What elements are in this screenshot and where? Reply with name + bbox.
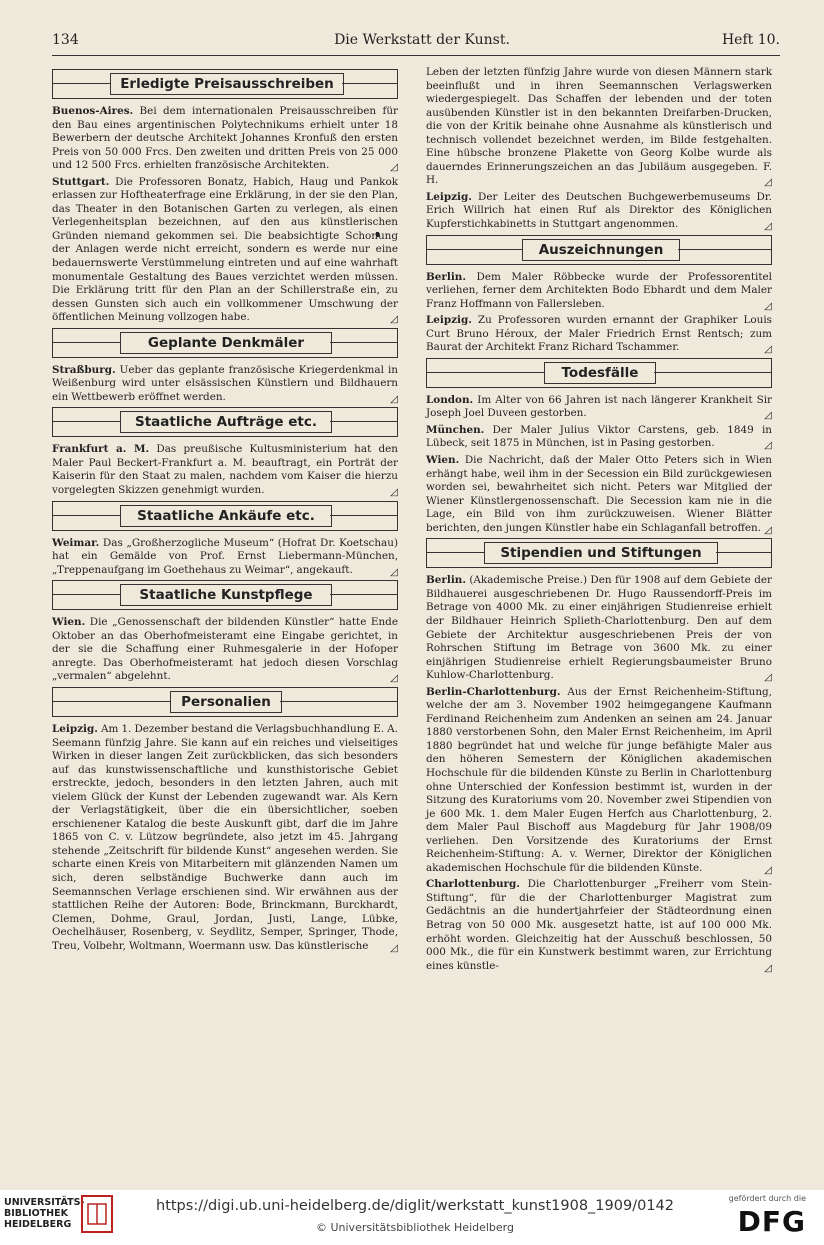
section-heading: [426, 358, 772, 388]
end-mark-icon: ◿: [764, 221, 772, 233]
heading-rule: [280, 701, 398, 702]
page-number: 134: [52, 32, 79, 48]
item-text: Die Nachricht, daß der Maler Otto Peters sich in Wien erhängt habe, weil ihm in der Secession ein Bild zurückgewiesen worden sei, bewahrheitet sich nicht. Peters war Mitglied der Wiener Künstlergenossenschaft. Die Secession kam nie in die Lage, ein Bild von ihm zurückzuweisen. Wiener Blätter berichten, den jungen Künstler habe ein Schlaganfall betroffen.: [426, 454, 773, 534]
place-name: München.: [426, 423, 485, 436]
news-item: [52, 443, 398, 497]
place-name: Leipzig.: [426, 190, 472, 203]
library-line: BIBLIOTHEK: [4, 1208, 68, 1219]
heading-rule: [52, 83, 110, 84]
running-header: [52, 30, 780, 52]
end-mark-icon: ◿: [764, 440, 772, 452]
section-heading: [52, 501, 398, 531]
section-heading: [426, 235, 772, 265]
item-text: Im Alter von 66 Jahren ist nach längerer Krankheit Sir Joseph Joel Duveen gestorben.: [426, 393, 772, 420]
heading-rule: [330, 515, 398, 516]
news-item: [426, 271, 772, 312]
end-mark-icon: ◿: [764, 344, 772, 356]
news-item: [426, 878, 772, 973]
section-heading: [426, 538, 772, 568]
news-item: [52, 176, 398, 325]
end-mark-icon: ◿: [390, 314, 398, 326]
footer-bar: [0, 1190, 824, 1245]
heading-rule: [678, 249, 772, 250]
place-name: Frankfurt a. M.: [52, 443, 150, 456]
library-line: HEIDELBERG: [4, 1219, 72, 1230]
section-heading: [52, 69, 398, 99]
section-title: Staatliche Ankäufe etc.: [120, 505, 332, 527]
news-item: [426, 314, 772, 355]
right-column: [426, 66, 772, 976]
section-title: Todesfälle: [544, 362, 656, 384]
heading-rule: [52, 594, 120, 595]
end-mark-icon: ◿: [764, 962, 772, 974]
item-text: Das „Großherzogliche Museum“ (Hofrat Dr. Koetschau) hat ein Gemälde von Prof. Ernst Liebermann-München, „Treppenaufgang im Goethehaus zu Weimar“, angekauft.: [52, 536, 398, 576]
end-mark-icon: ◿: [390, 393, 398, 405]
copyright-text: © Universitätsbibliothek Heidelberg: [315, 1221, 514, 1234]
section-title: Stipendien und Stiftungen: [484, 542, 718, 564]
news-item: [52, 364, 398, 405]
news-item: [426, 686, 772, 876]
item-text: Die „Genossenschaft der bildenden Künstler“ hatte Ende Oktober an das Oberhofmeisteramt eine Eingabe gerichtet, in der sie die Schaffung einer Ruhmesgalerie in der Hofoper anregte. Das Oberhofmeisteramt hat jedoch diesen Vorschlag „vermalen“ abgelehnt.: [52, 616, 398, 683]
item-text: Aus der Ernst Reichenheim-Stiftung, welche der am 3. November 1902 heimgegangene Kaufmann Ferdinand Reichenheim zum Andenken an seinen am 24. Januar 1880 verstorbenen Sohn, den Maler Ernst Reichenheim, im April 1880 begründet hat und welche für junge befähigte Maler aus den höheren Semestern der Königlichen akademischen Hochschule für die bildenden Künste zu Berlin in Charlottenburg ohne Unterschied der Konfession bestimmt ist, wurden in der Sitzung des Kuratoriums vom 20. November zwei Stipendien von je 600 Mk. 1. dem Maler Eugen Herfch aus Charlottenburg, 2. dem Maler Paul Bischoff aus Magdeburg für Jahr 1908/09 verliehen. Den Vorsitzende des Kuratoriums der Ernst Reichenheim-Stiftung: A. v. Werner, Direktor der Königlichen akademischen Hochschule für die bildenden Künste.: [426, 685, 772, 874]
place-name: Berlin.: [426, 270, 466, 283]
end-mark-icon: ◿: [764, 410, 772, 422]
heading-rule: [426, 249, 522, 250]
dfg-caption: gefördert durch die: [728, 1194, 806, 1203]
item-text: Dem Maler Röbbecke wurde der Professorentitel verliehen, ferner dem Architekten Bodo Ebhardt und dem Maler Franz Hoffmann von Fallersleben.: [426, 270, 772, 310]
item-text: Die Charlottenburger „Freiherr vom Stein-Stiftung“, für die der Charlottenburger Magistrat zum Gedächtnis an die hundertjahrfeier der Städteordnung einen Betrag von 50 000 Mk. ausgesetzt hatte, ist auf 100 000 Mk. erhöht worden. Gleichzeitig hat der Ausschuß beschlossen, 50 000 Mk., die für ein Kunstwerk bestimmt waren, zur Errichtung eines künstle-: [426, 878, 773, 972]
heading-rule: [330, 421, 398, 422]
item-text: Ueber das geplante französische Kriegerdenkmal in Weißenburg wird unter elsässischen Künstlern und Bildhauern ein Wettbewerb eröffnet werden.: [52, 363, 398, 403]
place-name: Wien.: [426, 454, 460, 467]
library-seal-icon: [80, 1194, 114, 1234]
place-name: Leipzig.: [426, 314, 472, 327]
heading-rule: [52, 515, 120, 516]
heading-rule: [426, 552, 484, 553]
place-name: Berlin.: [426, 574, 466, 587]
heading-rule: [52, 342, 120, 343]
section-title: Staatliche Kunstpflege: [120, 584, 332, 606]
end-mark-icon: ◿: [764, 524, 772, 536]
end-mark-icon: ◿: [390, 942, 398, 954]
news-item: [426, 394, 772, 421]
library-line: UNIVERSITÄTS-: [4, 1197, 85, 1208]
news-item: [52, 616, 398, 684]
section-title: Auszeichnungen: [522, 239, 680, 261]
section-title: Erledigte Preisausschreiben: [110, 73, 344, 95]
news-item: [426, 454, 772, 535]
end-mark-icon: ◿: [390, 487, 398, 499]
end-mark-icon: ◿: [764, 672, 772, 684]
place-name: Berlin-Charlottenburg.: [426, 685, 561, 698]
item-text: Das preußische Kultusministerium hat den Maler Paul Beckert-Frankfurt a. M. beauftragt, ein Porträt der Kaiserin für den Staat zu malen, nachdem vom Kaiser die hierzu vorgelegten Skizzen genehmigt wurden.: [52, 443, 398, 497]
section-heading: [52, 328, 398, 358]
heading-rule: [52, 421, 120, 422]
end-mark-icon: ◿: [764, 300, 772, 312]
news-item: [426, 191, 772, 232]
news-item: [52, 537, 398, 578]
place-name: Weimar.: [52, 536, 100, 549]
heading-rule: [52, 701, 170, 702]
place-name: Charlottenburg.: [426, 878, 520, 891]
place-name: Straßburg.: [52, 363, 116, 376]
section-heading: [52, 580, 398, 610]
place-name: Stuttgart.: [52, 175, 110, 188]
heading-rule: [716, 552, 772, 553]
heading-rule: [654, 372, 772, 373]
header-rule: [52, 55, 780, 56]
item-text: Bei dem internationalen Preisausschreiben für den Bau eines argentinischen Polytechnikums erhielt unter 18 Bewerbern der deutsche Architekt Johannes Kronfuß den ersten Preis von 50 000 Frcs. Den zweiten und dritten Preis von 25 000 und 12 500 Frcs. erhielten französische Architekten.: [52, 105, 398, 172]
news-item: [52, 723, 398, 953]
item-text: Am 1. Dezember bestand die Verlagsbuchhandlung E. A. Seemann fünfzig Jahre. Sie kann auf ein reiches und vielseitiges Wirken in dieser langen Zeit zurückblicken, das sich besonders auf das kunstwissenschaftliche und kunsthistorische Gebiet erstreckte, jedoch, besonders in den letzten Jahren, auch mit vielem Glück der Kunst der Lebenden zugewandt war. Als Kern der Verlagstätigkeit, über die ein übersichtlicher, soeben erschienener Katalog die beste Auskunft gibt, darf die im Jahre 1865 von C. v. Lützow begründete, also jetzt im 45. Jahrgang stehende „Zeitschrift für bildende Kunst“ angesehen werden. Sie scharte einen Kreis von Mitarbeitern mit glänzenden Namen um sich, deren selbständige Buchwerke dann auch im Seemannschen Verlage erschienen sind. Wir erwähnen aus der stattlichen Reihe der Autoren: Bode, Brinckmann, Burckhardt, Clemen, Dohme, Graul, Jordan, Justi, Lange, Lübke, Oechelhäuser, Rosenberg, v. Seydlitz, Semper, Springer, Thode, Treu, Volbehr, Woltmann, Woermann usw. Das künstlerische: [52, 722, 398, 952]
end-mark-icon: ◿: [764, 177, 772, 189]
running-title: Die Werkstatt der Kunst.: [334, 32, 510, 48]
section-title: Geplante Denkmäler: [120, 332, 332, 354]
item-text: Zu Professoren wurden ernannt der Graphiker Louis Curt Bruno Héroux, der Maler Friedrich Ernst Rentsch; zum Baurat der Architekt Franz Richard Tschammer.: [426, 314, 772, 354]
end-mark-icon: ◿: [764, 864, 772, 876]
news-item: [426, 574, 772, 682]
section-title: Personalien: [170, 691, 282, 713]
place-name: Wien.: [52, 616, 86, 629]
end-mark-icon: ◿: [390, 673, 398, 685]
heading-rule: [426, 372, 544, 373]
end-mark-icon: ◿: [390, 162, 398, 174]
left-column: [52, 66, 398, 956]
place-name: London.: [426, 393, 474, 406]
news-item: [426, 424, 772, 451]
news-item: [52, 105, 398, 173]
item-text: Die Professoren Bonatz, Habich, Haug und Pankok erlassen zur Hoftheaterfrage eine Erklärung, in der sie den Plan, das Theater in den Botanischen Garten zu verlegen, als einen Verlegenheitsplan bezeichnen, auf den aus künstlerischen Gründen niemand gekommen sei. Die beabsichtigte Schonung der Anlagen werde nicht erreicht, sondern es werde nur eine bedauernswerte Verstümmelung eintreten und auf eine wahrhaft monumentale Gestaltung des Baues verzichtet werden müssen. Die Erklärung tritt für den Plan an der Schillerstraße ein, zu dessen Gunsten sich auch ein vollkommener Umschwung der öffentlichen Meinung vollzogen habe.: [52, 175, 398, 324]
item-text: Der Leiter des Deutschen Buchgewerbemuseums Dr. Erich Willrich hat einen Ruf als Direktor des Königlichen Kupferstichkabinetts in Stuttgart angenommen.: [426, 190, 772, 231]
item-text: (Akademische Preise.) Den für 1908 auf dem Gebiete der Bildhauerei ausgeschriebenen Dr. Hugo Raussendorff-Preis im Betrage von 4000 Mk. zu einer einjährigen Studienreise erhielt der Bildhauer Heinrich Splieth-Charlottenburg. Den auf dem Gebiete der Architektur ausgeschriebenen Preis der von Rohrschen Stiftung im Betrage von 3600 Mk. zu einer einjährigen Studienreise erhielt Regierungsbaumeister Bruno Kuhlow-Charlottenburg.: [426, 574, 772, 682]
section-heading: [52, 687, 398, 717]
heading-rule: [330, 594, 398, 595]
source-url-link[interactable]: https://digi.ub.uni-heidelberg.de/diglit/werkstatt_kunst1908_1909/0142: [156, 1198, 674, 1214]
place-name: Buenos-Aires.: [52, 105, 134, 117]
section-heading: [52, 407, 398, 437]
section-title: Staatliche Aufträge etc.: [120, 411, 332, 433]
item-text: Der Maler Julius Viktor Carstens, geb. 1849 in Lübeck, seit 1875 in München, ist in Pasing gestorben.: [426, 423, 772, 450]
item-text: Leben der letzten fünfzig Jahre wurde von diesen Männern stark beeinflußt und in ihren Seemannschen Verlagswerken wiedergespiegelt. Das Schaffen der lebenden und der toten ausübenden Künstler ist in den bekannten Dreifarben-Drucken, die von der Kritik beinahe ohne Ausnahme als künstlerisch und technisch vollendet bezeichnet werden, im Bilde festgehalten. Eine hübsche bronzene Plakette von Georg Kolbe wurde als dauerndes Erinnerungszeichen an das Jubiläum ausgegeben. F. H.: [426, 66, 772, 187]
heading-rule: [330, 342, 398, 343]
heading-rule: [342, 83, 398, 84]
issue-number: Heft 10.: [721, 32, 780, 48]
news-item: [426, 66, 772, 188]
dfg-logo[interactable]: DFG: [737, 1205, 806, 1238]
place-name: Leipzig.: [52, 722, 98, 735]
end-mark-icon: ◿: [390, 566, 398, 578]
